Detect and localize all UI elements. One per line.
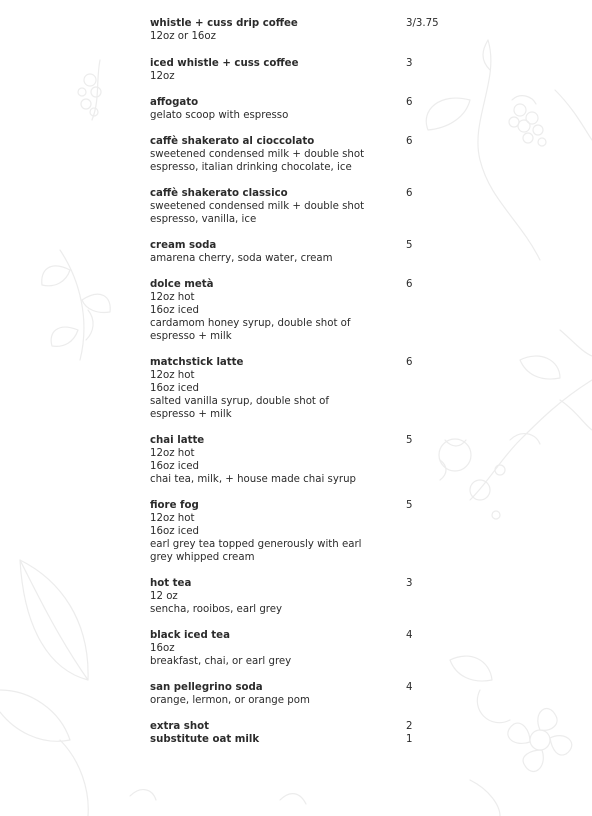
item-description: 16oz iced (150, 383, 199, 394)
item-description: 12oz hot (150, 292, 195, 303)
item-description: espresso + milk (150, 331, 232, 342)
item-description: 12oz hot (150, 370, 195, 381)
item-description: 12 oz (150, 591, 178, 602)
item-description: grey whipped cream (150, 552, 255, 563)
large-leaves-bottom-left (0, 560, 88, 816)
menu-item (150, 278, 450, 343)
item-price: 3 (406, 578, 413, 589)
addon-item (150, 720, 450, 733)
addon-item (150, 733, 450, 746)
item-description: salted vanilla syrup, double shot of (150, 396, 329, 407)
berry-branch-top-right (426, 40, 592, 260)
item-name: hot tea (150, 578, 192, 589)
item-description: 12oz or 16oz (150, 31, 216, 42)
addon-price: 2 (406, 721, 413, 732)
item-description: 16oz (150, 643, 175, 654)
item-description: 16oz iced (150, 461, 199, 472)
addon-price: 1 (406, 734, 413, 745)
flower-cluster-top-left (78, 60, 101, 120)
item-name: chai latte (150, 435, 205, 446)
item-description: sweetened condensed milk + double shot (150, 149, 365, 160)
item-price: 6 (406, 357, 413, 368)
menu-item (150, 577, 450, 616)
item-name: caffè shakerato al cioccolato (150, 136, 315, 147)
item-price: 3/3.75 (406, 18, 439, 29)
item-description: earl grey tea topped generously with earl (150, 539, 362, 550)
menu-item (150, 135, 450, 174)
item-price: 6 (406, 188, 413, 199)
menu-item (150, 17, 450, 43)
addon-name: substitute oat milk (150, 734, 260, 745)
item-name: dolce metà (150, 279, 214, 290)
menu-item (150, 681, 450, 707)
item-description: cardamom honey syrup, double shot of (150, 318, 351, 329)
item-description: 12oz hot (150, 448, 195, 459)
menu-item (150, 499, 450, 564)
menu-item (150, 96, 450, 122)
item-description: breakfast, chai, or earl grey (150, 656, 292, 667)
item-description: orange, lermon, or orange pom (150, 695, 310, 706)
flowering-branch-right (439, 330, 592, 519)
item-name: fiore fog (150, 500, 199, 511)
leafy-sprig-left (42, 250, 110, 360)
item-name: black iced tea (150, 630, 230, 641)
item-description: sencha, rooibos, earl grey (150, 604, 283, 615)
item-description: sweetened condensed milk + double shot (150, 201, 365, 212)
item-name: whistle + cuss drip coffee (150, 18, 298, 29)
menu-item (150, 629, 450, 668)
item-description: amarena cherry, soda water, cream (150, 253, 333, 264)
item-description: 16oz iced (150, 526, 199, 537)
item-price: 6 (406, 136, 413, 147)
item-description: chai tea, milk, + house made chai syrup (150, 474, 357, 485)
item-name: caffè shakerato classico (150, 188, 288, 199)
item-name: affogato (150, 97, 199, 108)
item-description: espresso + milk (150, 409, 232, 420)
item-price: 6 (406, 97, 413, 108)
item-price: 5 (406, 240, 413, 251)
addon-name: extra shot (150, 721, 209, 732)
menu-item (150, 187, 450, 226)
item-description: gelato scoop with espresso (150, 110, 289, 121)
menu-item (150, 239, 450, 265)
item-description: espresso, italian drinking chocolate, ice (150, 162, 352, 173)
item-price: 6 (406, 279, 413, 290)
item-description: espresso, vanilla, ice (150, 214, 257, 225)
item-price: 5 (406, 435, 413, 446)
menu-item (150, 356, 450, 421)
item-description: 12oz hot (150, 513, 195, 524)
item-price: 3 (406, 58, 413, 69)
menu-item (150, 57, 450, 83)
item-price: 4 (406, 682, 413, 693)
item-price: 5 (406, 500, 413, 511)
item-name: san pellegrino soda (150, 682, 263, 693)
item-price: 4 (406, 630, 413, 641)
item-name: iced whistle + cuss coffee (150, 58, 299, 69)
item-description: 16oz iced (150, 305, 199, 316)
flower-bottom-right (450, 656, 572, 816)
menu-list (150, 17, 450, 746)
item-description: 12oz (150, 71, 175, 82)
menu-item (150, 434, 450, 486)
sprig-bottom-centre (130, 790, 306, 804)
item-name: matchstick latte (150, 357, 244, 368)
item-name: cream soda (150, 240, 217, 251)
